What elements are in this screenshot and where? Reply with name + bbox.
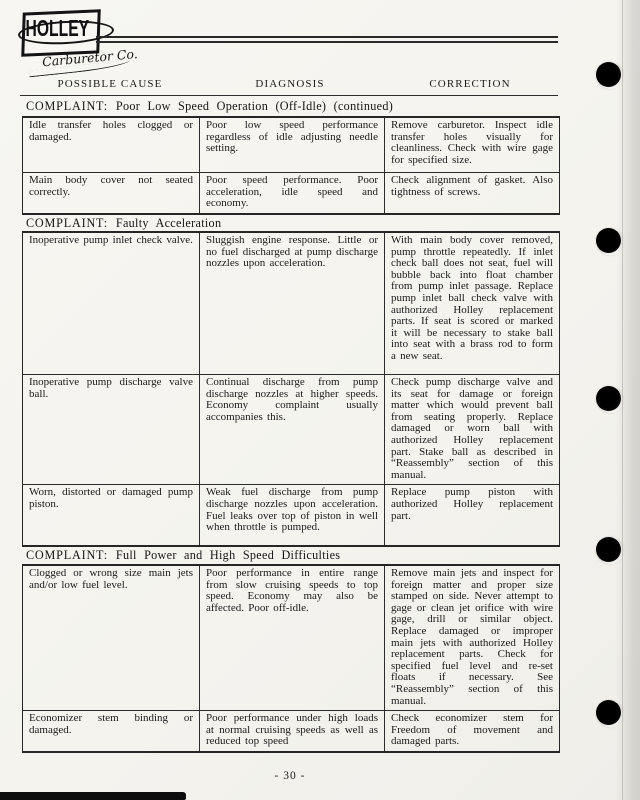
diagnosis-cell: Weak fuel discharge from pump discharge nozzles upon acceleration. Fuel leaks over top of piston in well when throttle is pumped. [199,485,384,545]
diagnosis-cell: Poor performance in entire range from slow cruising speeds to top speed. Economy may also be affected. Poor off-idle. [199,566,384,710]
table-row [23,484,559,545]
table-row [23,118,559,172]
troubleshooting-table-3 [22,564,560,753]
page-edge-line [622,0,623,800]
scan-artifact-bar [0,792,186,800]
column-header-diagnosis: DIAGNOSIS [255,78,325,90]
table-row [23,172,559,213]
diagnosis-cell: Poor performance under high loads at normal cruising speeds as well as reduced top speed [199,711,384,751]
column-header-row [22,78,558,92]
diagnosis-cell: Poor speed performance. Poor acceleration, idle speed and economy. [199,173,384,213]
cause-cell: Inoperative pump inlet check valve. [29,234,193,246]
correction-cell: Check economizer stem for Freedom of movement and damaged parts. [384,711,559,751]
troubleshooting-table-2 [22,231,560,547]
complaint-label: COMPLAINT: [26,548,108,562]
header-divider-rule [20,95,558,96]
cause-cell: Economizer stem binding or damaged. [29,712,193,736]
cause-cell: Idle transfer holes clogged or damaged. [29,119,193,143]
complaint-label: COMPLAINT: [26,216,108,230]
complaint-label: COMPLAINT: [26,99,108,113]
correction-cell: Remove main jets and inspect for foreign matter and proper size stamped on side. Never attempt to gage or clean jet orifice with wire gage, drill or similar object. Replace damaged or improper main jets with authorized Holley replacement parts. Check for specified fuel level and re-set floats if necessary. See “Reassembly” section of this manual. [384,566,559,710]
logo-subtitle-label: Carburetor Co. [41,46,139,70]
cause-cell: Inoperative pump discharge valve ball. [29,376,193,400]
table-row [23,566,559,710]
complaint-title: Faulty Acceleration [115,216,222,230]
table-row [23,374,559,484]
top-rule-lower [96,41,558,43]
correction-cell: Replace pump piston with authorized Holley replacement part. [384,485,559,545]
correction-cell: Check alignment of gasket. Also tightness of screws. [384,173,559,213]
column-header-possible-cause: POSSIBLE CAUSE [57,78,163,90]
diagnosis-cell: Poor low speed performance regardless of idle adjusting needle setting. [199,118,384,172]
table-row [23,233,559,374]
correction-cell: With main body cover removed, pump throttle repeatedly. If inlet check ball does not seat, fuel will bubble back into float chamber from pump inlet passage. Replace pump inlet ball check valve with authorized Holley replacement parts. If seat is scored or marked it will be necessary to stake ball into seat with a brass rod to form a new seat. [384,233,559,374]
complaint-heading-1 [26,99,393,114]
diagnosis-cell: Continual discharge from pump discharge nozzles at higher speeds. Economy complaint usually accompanies this. [199,375,384,484]
complaint-heading-2 [26,216,221,231]
diagnosis-cell: Sluggish engine response. Little or no fuel discharged at pump discharge nozzles upon acceleration. [199,233,384,374]
correction-cell: Check pump discharge valve and its seat for damage or foreign matter which would prevent ball from seating properly. Replace damaged or worn ball with authorized Holley replacement part. Stake ball as described in “Reassembly” section of this manual. [384,375,559,484]
cause-cell: Clogged or wrong size main jets and/or low fuel level. [29,567,193,591]
page-number: - 30 - [274,770,306,782]
correction-cell: Remove carburetor. Inspect idle transfer holes visually for cleanliness. Check with wire gage for specified size. [384,118,559,172]
cause-cell: Main body cover not seated correctly. [29,174,193,198]
logo-brand-text: HOLLEY [25,17,90,42]
top-rule-upper [96,36,558,38]
complaint-title: Full Power and High Speed Difficulties [115,548,341,562]
table-row [23,710,559,751]
column-header-correction: CORRECTION [429,78,511,90]
cause-cell: Worn, distorted or damaged pump piston. [29,486,193,510]
troubleshooting-table-1 [22,116,560,215]
complaint-heading-3 [26,548,340,563]
page-edge-shading [616,0,640,800]
complaint-title: Poor Low Speed Operation (Off-Idle) (continued) [115,99,394,113]
